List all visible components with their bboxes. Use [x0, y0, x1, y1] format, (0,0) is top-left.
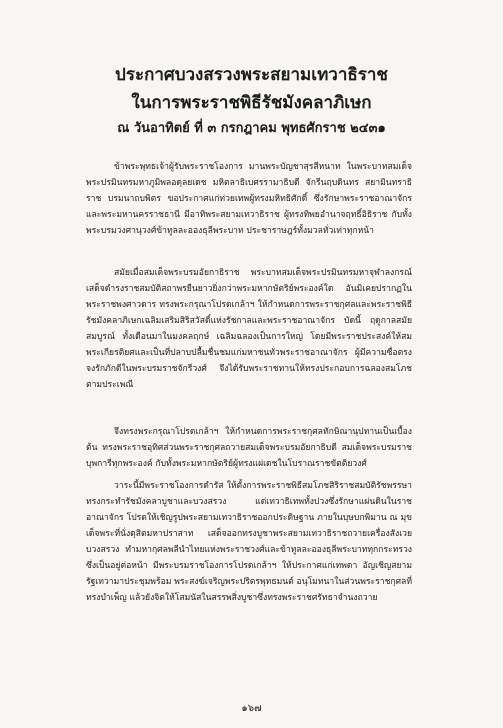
- paragraph-4: วาระนี้มีพระราชโองการดำรัส ให้ตั้งการพระราชพิธีสมโภชสิริราชสมบัติรัชพรรษา ทรงกระทำรัชมังคลาบูชาและบวงสรวง แด่เทวาธิเทพทั้งปวงซึ่งรักษาแผ่นดินในราชอาณาจักร โปรดให้เชิญรูปพระสยามเทวาธิราชออกประดิษฐาน ภายในบุษบกพิมาน ณ มุขเด็จพระที่นั่งดุสิตมหาปราสาท เสด็จออกทรงบูชาพระสยามเทวาธิราชถวายเครื่องสังเวยบวงสรวง ทำมหากุศลพลีนำไทยแห่งพระราชวงศ์และข้าทูลละอองธุลีพระบาททุกกระทรวงซึ่งเป็นอยู่ต่อหน้า มีพระบรมราชโองการโปรดเกล้าฯ ให้ประกาศแก่เทพดา อัญเชิญสยามรัฐเทวามาประชุมพร้อม พระสงฆ์เจริญพระปริตรพุทธมนต์ อนุโมทนาในส่วนพระราชกุศลที่ทรงบำเพ็ญ แล้วยังจิตให้โสมนัสในสรรพสิ่งบูชาซึ่งทรงพระราชศรัทธาจำนงถวาย: [86, 481, 412, 603]
- paragraph-3: จึงทรงพระกรุณาโปรดเกล้าฯ ให้กำหนดการพระราชกุศลทักษิณานุปทานเป็นเบื้องต้น ทรงพระราชอุทิศส่วนพระราชกุศลถวายสมเด็จพระบรมอัยกาธิบดี สมเด็จพระบรมราชบุพการีทุกพระองค์ กับทั้งพระมหากษัตริย์ผู้ทรงแผ่เดชในโบราณราชขัตติยวงศ์: [86, 427, 412, 469]
- document-title-line-1: ประกาศบวงสรวงพระสยามเทวาธิราช: [115, 65, 388, 85]
- paragraph-2: สมัยเมื่อสมเด็จพระบรมอัยกาธิราช พระบาทสมเด็จพระปรมินทรมหาจุฬาลงกรณ์เสด็จดำรงราชสมบัติสถาพรยืนยาวยิ่งกว่าพระมหากษัตริย์พระองค์ใด อันมิเคยปรากฏในพระราชพงศาวดาร ทรงพระกรุณาโปรดเกล้าฯ ให้กำหนดการพระราชกุศลและพระราชพิธีรัชมังคลาภิเษกเฉลิมเสริมสิริสวัสดิ์แห่งรัชกาลและพระราชอาณาจักร บัดนี้ ฤดูกาลสมัยสมบูรณ์ ทั้งเดือนมาในมงคลฤกษ์ เฉลิมฉลองเป็นการใหญ่ โดยมีพระราชประสงค์ให้สมพระเกียรติยศและเป็นที่ปลาบปลื้มชื่นชมแก่มหาชนทั่วพระราชอาณาจักร ผู้มีความซื่อตรงจงรักภักดีในพระบรมราชจักรีวงศ์ จึงได้รับพระราชทานให้ทรงประกอบการฉลองสมโภชตามประเพณี: [86, 268, 412, 390]
- document-title-line-2: ในการพระราชพิธีรัชมังคลาภิเษก: [131, 93, 372, 113]
- page-number: ๑๖๗: [241, 703, 262, 714]
- paragraph-1: ข้าพระพุทธเจ้าผู้รับพระราชโองการ มานพระบัญชาสุรสีหนาท ในพระบาทสมเด็จพระปรมินทรมหาภูมิพลอดุลยเดช มหิตลาธิเบศรรามาธิบดี จักรีนฤบดินทร สยามินทราธิราช บรมนาถบพิตร ขอประกาศแก่ท่วยเทพผู้ทรงมหิทธิศักดิ์ ซึ่งรักษาพระราชอาณาจักรและพระมหานครราชธานี มีอาทิพระสยามเทวาธิราช ผู้ทรงทิพยอำนาจฤทธิ์อิธิราช กับทั้งพระบรมวงศานุวงศ์ข้าทูลละอองธุลีพระบาท ประชาราษฎร์ทั้งมวลทั่วเท่าทุกหน้า: [86, 162, 412, 236]
- document-date-line: ณ วันอาทิตย์ ที่ ๓ กรกฎาคม พุทธศักราช ๒๔๓๑: [117, 121, 386, 136]
